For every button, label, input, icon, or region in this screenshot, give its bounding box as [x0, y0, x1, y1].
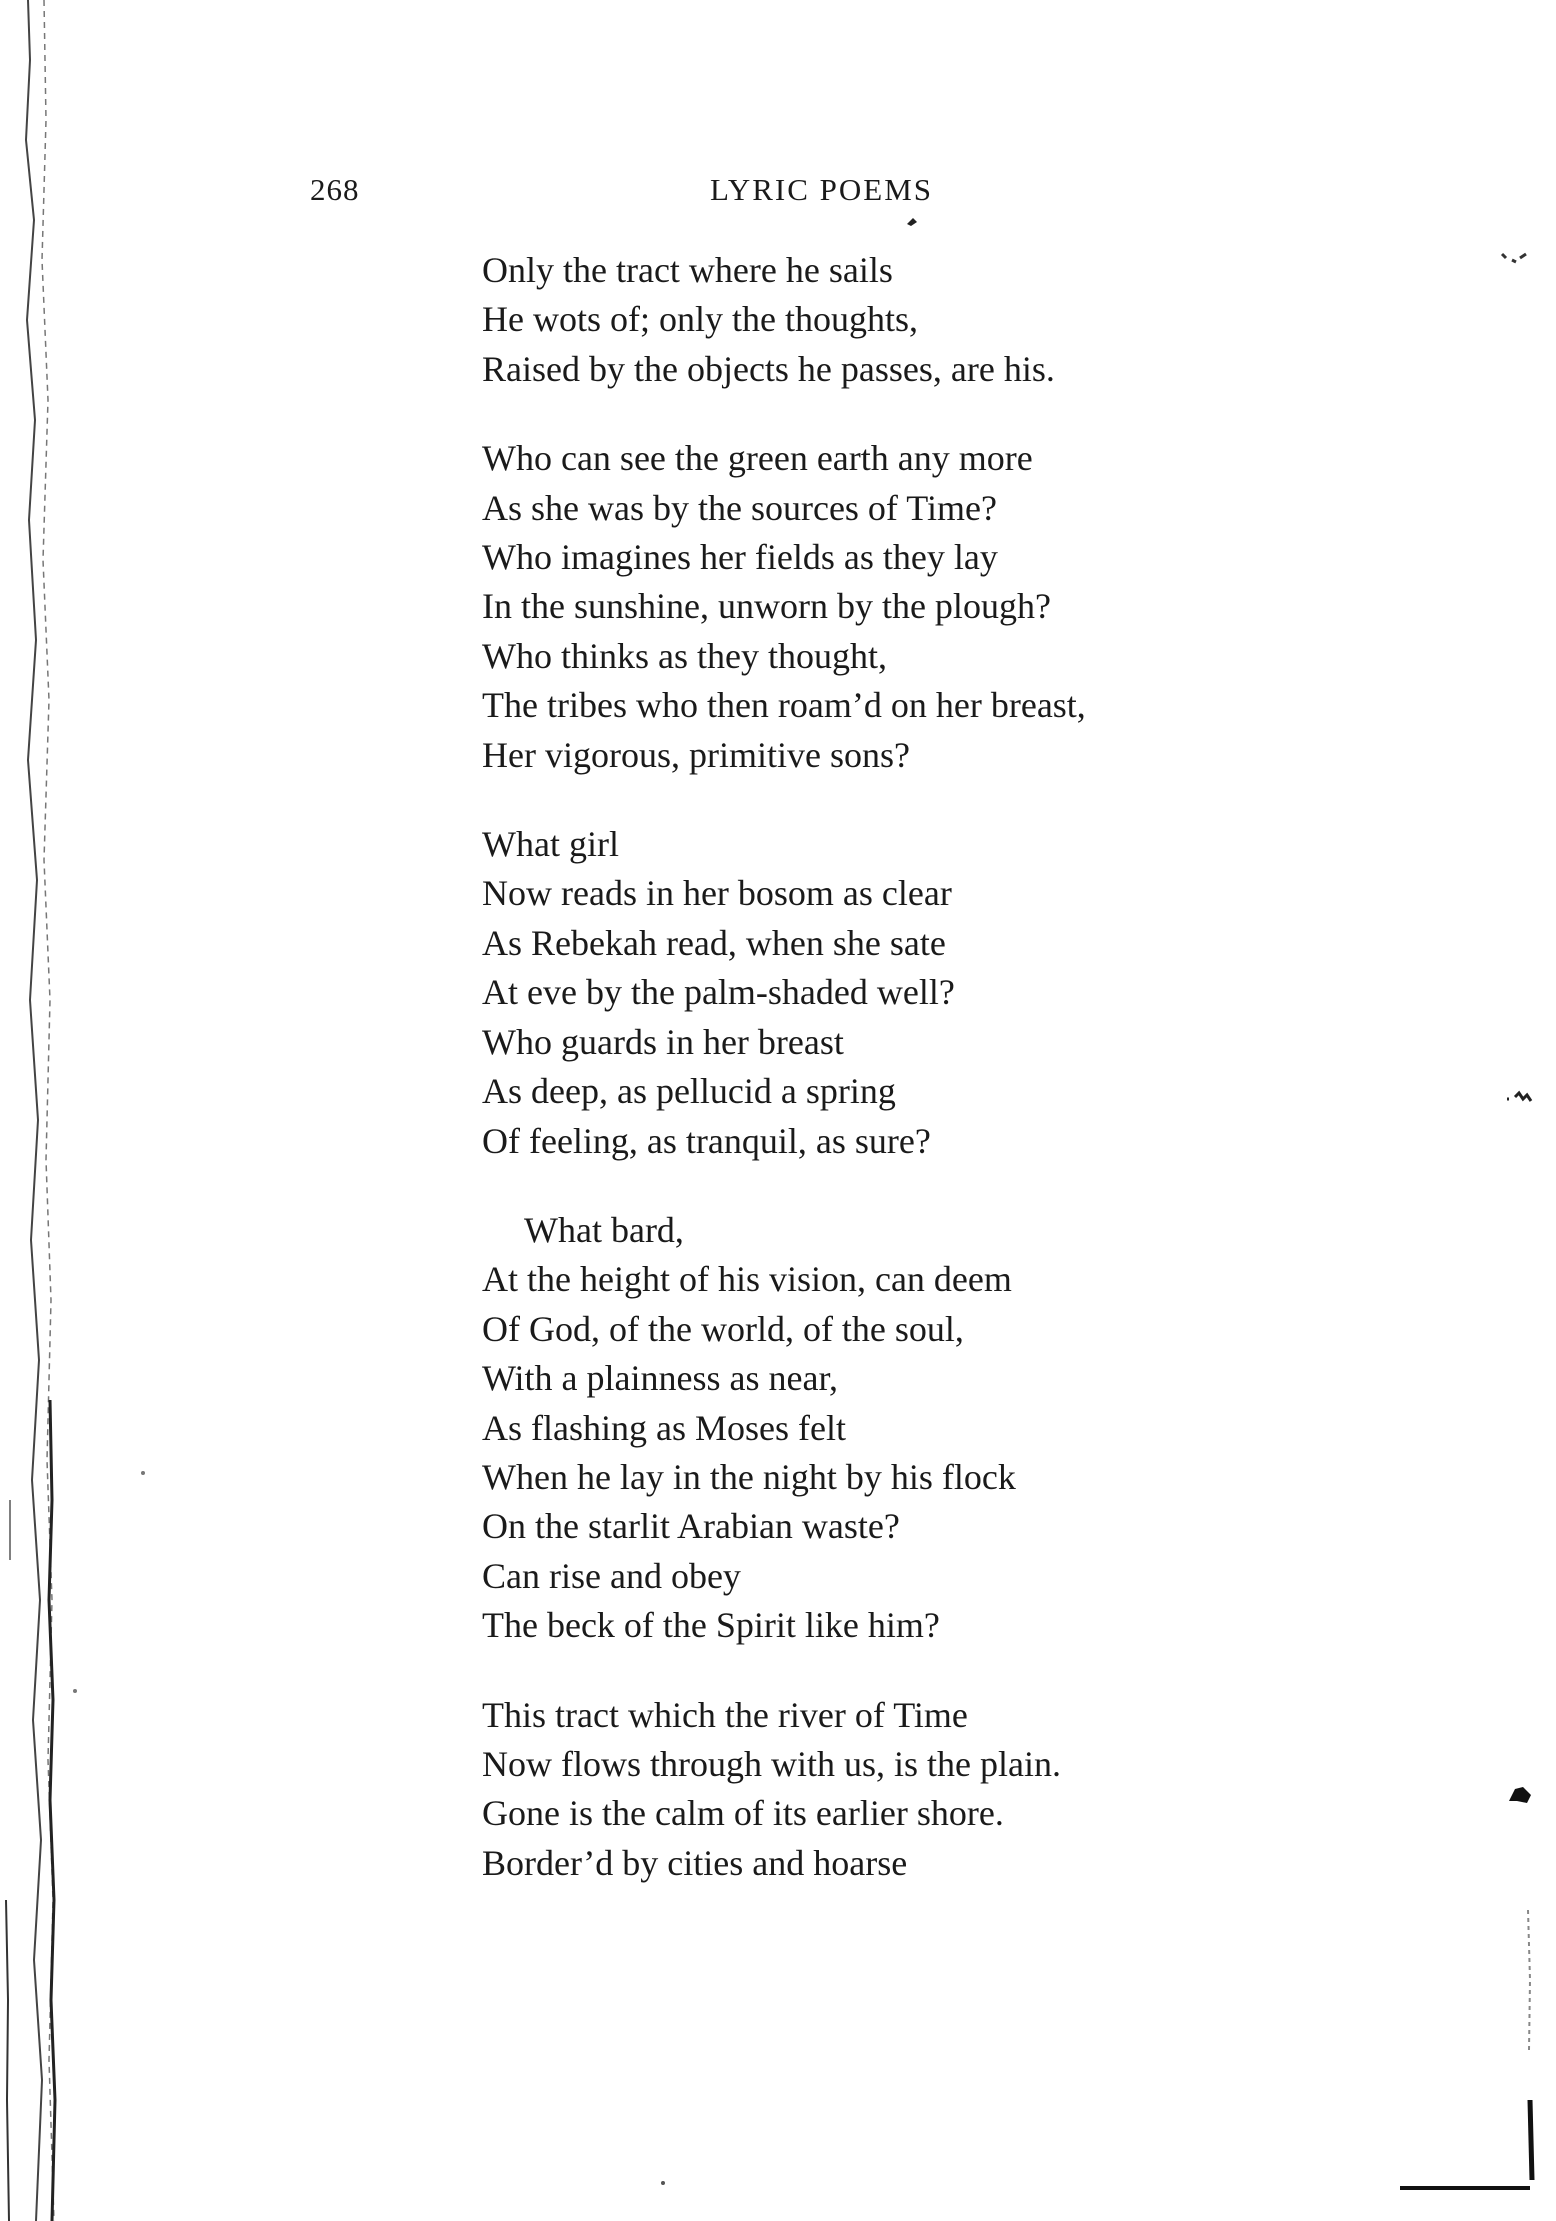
poem-line: Who imagines her fields as they lay: [482, 537, 998, 578]
scan-speck: [660, 2180, 666, 2186]
scan-speck: [140, 1470, 146, 1476]
stanza: [482, 1206, 1462, 1651]
poem-line: Border’d by cities and hoarse: [482, 1842, 908, 1883]
poem-line: Who thinks as they thought,: [482, 635, 887, 676]
poem-line: Now flows through with us, is the plain.: [482, 1743, 1061, 1784]
poem-line: Can rise and obey: [482, 1555, 741, 1596]
poem-line: As flashing as Moses felt: [482, 1407, 846, 1448]
scan-speck: [1505, 1783, 1537, 1807]
poem-line: Raised by the objects he passes, are his.: [482, 348, 1055, 389]
page-header: [0, 172, 1556, 220]
stanza: [482, 246, 1462, 394]
poem-line: Who can see the green earth any more: [482, 438, 1033, 479]
stanza: [482, 1691, 1462, 1889]
page-number: 268: [310, 172, 360, 207]
poem-line: As she was by the sources of Time?: [482, 487, 997, 528]
poem-line: Now reads in her bosom as clear: [482, 873, 952, 914]
poem-line: Gone is the calm of its earlier shore.: [482, 1793, 1004, 1834]
scanned-binding-edge: [0, 0, 58, 2221]
poem-line: As Rebekah read, when she sate: [482, 922, 946, 963]
poem-line: At the height of his vision, can deem: [482, 1259, 1012, 1300]
poem-line: When he lay in the night by his flock: [482, 1456, 1016, 1497]
poem-line: With a plainness as near,: [482, 1358, 838, 1399]
scan-speck: [72, 1688, 78, 1694]
poem-line: On the starlit Arabian waste?: [482, 1506, 900, 1547]
poem-line: Her vigorous, primitive sons?: [482, 734, 910, 775]
poem-line: Of God, of the world, of the soul,: [482, 1308, 964, 1349]
scan-speck: [1505, 1087, 1535, 1107]
poem-line: This tract which the river of Time: [482, 1694, 968, 1735]
poem-line: What bard,: [524, 1209, 684, 1250]
running-head: LYRIC POEMS: [710, 172, 934, 207]
stanza: [482, 434, 1462, 780]
scan-speck: [905, 216, 919, 228]
poem-line: The tribes who then roam’d on her breast,: [482, 685, 1086, 726]
poem-line: At eve by the palm-shaded well?: [482, 972, 955, 1013]
poem-line: The beck of the Spirit like him?: [482, 1605, 940, 1646]
poem-line: As deep, as pellucid a spring: [482, 1071, 896, 1112]
poem-line: He wots of; only the thoughts,: [482, 299, 918, 340]
scan-speck: [1500, 250, 1530, 270]
stanza: [482, 820, 1462, 1166]
poem-line: Of feeling, as tranquil, as sure?: [482, 1120, 931, 1161]
scan-corner-mark: [1380, 1900, 1540, 2200]
poem-line: In the sunshine, unworn by the plough?: [482, 586, 1051, 627]
poem-line: Who guards in her breast: [482, 1021, 844, 1062]
poem-line: What girl: [482, 824, 619, 865]
poem-line: Only the tract where he sails: [482, 250, 893, 290]
poem-body: [482, 246, 1462, 1928]
